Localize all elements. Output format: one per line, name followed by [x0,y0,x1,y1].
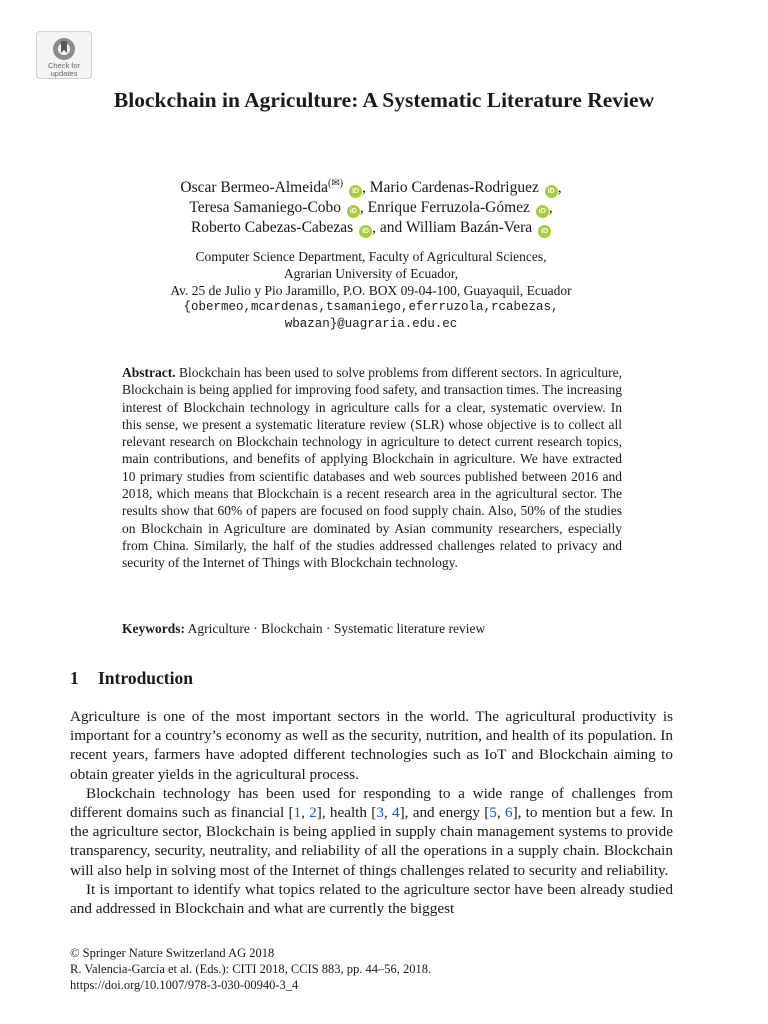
author-name: William Bazán-Vera [405,219,533,237]
orcid-icon[interactable]: iD [347,205,360,218]
section-heading [70,667,193,689]
paragraph: Agriculture is one of the most important sectors in the world. The agricultural productivity is important for a country’s economy as well as the security, nutrition, and health of its population. In recent years, farmers have adopted different technologies such as IoT and Blockchain aiming to obtain greater yields in the agricultural process. [70,708,673,783]
author-line-1: Oscar Bermeo-Almeida(✉) iD , Mario Cardenas-Rodriguez iD , [180,178,562,197]
author-emails-domain[interactable]: wbazan}@uagraria.edu.ec [284,317,458,331]
body-text [70,707,673,918]
orcid-icon[interactable]: iD [538,225,551,238]
abstract-label: Abstract. [122,365,176,380]
copyright: © Springer Nature Switzerland AG 2018 [70,946,275,960]
abstract-text: Blockchain has been used to solve problems from different sectors. In agriculture, Blockchain is being applied for improving food safety, and transaction times. The increasing interest of Blockchain technology in agriculture calls for a clear, systematic overview. In this sense, we present a systematic literature review (SLR) whose objective is to collect all relevant research on Blockchain technology in agriculture to detect current research topics, main contributions, and benefits of applying Blockchain in agriculture. We have extracted 10 primary studies from scientific databases and web sources published between 2016 and 2018, which means that Blockchain is a recent research area in the agricultural sector. The results show that 60% of papers are focused on food supply chain. Also, 50% of the studies on Blockchain in Agriculture are dominated by Asian community researchers, especially from China. Similarly, the half of the studies addressed challenges related to privacy and security of the Internet of Things with Blockchain technology. [122,365,622,571]
author-line-3: Roberto Cabezas-Cabezas iD , and William Bazán-Vera iD [0,218,742,238]
orcid-icon[interactable]: iD [359,225,372,238]
citation-link[interactable]: 4 [392,804,400,822]
paragraph: Blockchain technology has been used for responding to a wide range of challenges from different domains such as financial [1, 2], health [3, 4], and energy [5, 6], to mention but a few. In the agriculture sector, Blockchain is being applied in supply chain management systems to provide transparency, security, neutrality, and reliability of all the operations in a supply chain. Blockchain will also help in solving most of the Internet of things challenges related to security and reliability. [70,784,674,879]
affiliation-university: Agrarian University of Ecuador, [283,266,459,281]
bookmark-icon [52,37,76,61]
orcid-icon[interactable]: iD [536,205,549,218]
author-name: Enrique Ferruzola-Gómez [367,199,530,217]
envelope-icon: (✉) [328,178,344,189]
affiliation-address: Av. 25 de Julio y Pio Jaramillo, P.O. BOX 09-04-100, Guayaquil, Ecuador [170,283,572,298]
orcid-icon[interactable]: iD [545,185,558,198]
keywords [122,620,642,637]
keywords-label: Keywords: [122,621,185,636]
footer [70,945,431,993]
author-line-2: Teresa Samaniego-Cobo iD , Enrique Ferruzola-Gómez iD , [189,199,553,217]
orcid-icon[interactable]: iD [349,185,362,198]
author-name: Mario Cardenas-Rodriguez [369,179,539,197]
citation-link[interactable]: 5 [489,804,497,822]
author-list [0,174,742,238]
citation-link[interactable]: 1 [293,804,302,822]
doi-link[interactable]: https://doi.org/10.1007/978-3-030-00940-3_4 [70,978,299,992]
check-for-updates-badge[interactable] [36,31,92,79]
author-name: Oscar Bermeo-Almeida [180,179,329,197]
abstract [122,364,622,572]
paragraph: It is important to identify what topics related to the agriculture sector have been already studied and addressed in Blockchain and what are currently the biggest [70,880,673,918]
keywords-text: Agriculture · Blockchain · Systematic literature review [187,621,486,636]
citation-link[interactable]: 3 [376,804,384,822]
paper-title: Blockchain in Agriculture: A Systematic Literature Review [113,88,655,112]
section-title: Introduction [98,668,193,688]
citation-link[interactable]: 6 [504,804,513,822]
author-emails[interactable]: {obermeo,mcardenas,tsamaniego,eferruzola,rcabezas, [183,300,559,314]
badge-label: Check for updates [47,61,81,78]
author-name: Roberto Cabezas-Cabezas [190,219,354,237]
citation: R. Valencia-García et al. (Eds.): CITI 2018, CCIS 883, pp. 44–56, 2018. [70,962,432,976]
affiliation [0,248,742,333]
affiliation-department: Computer Science Department, Faculty of Agricultural Sciences, [195,249,547,264]
citation-link[interactable]: 2 [309,804,317,822]
section-number: 1 [70,668,79,688]
author-name: Teresa Samaniego-Cobo [189,199,342,217]
